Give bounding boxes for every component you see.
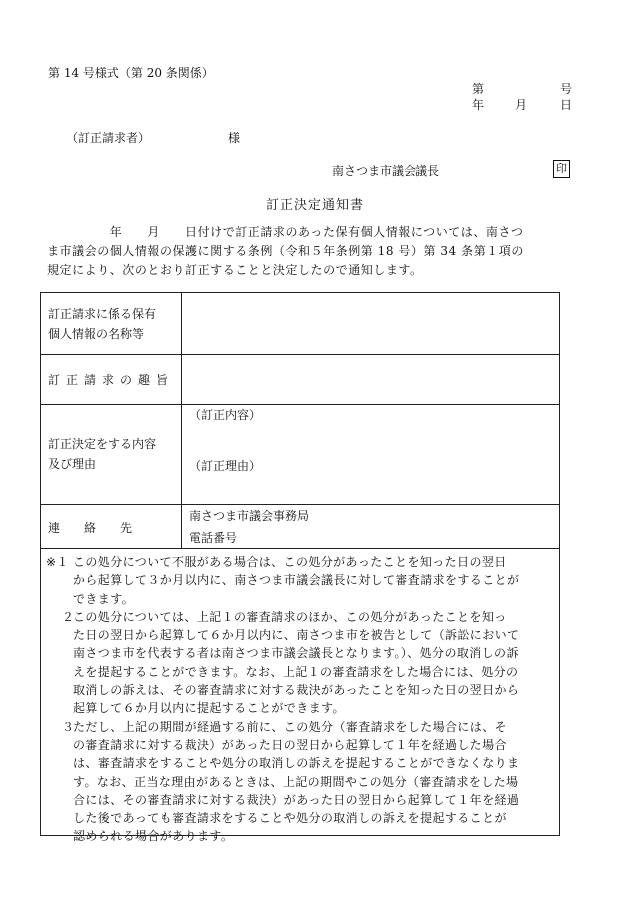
- purpose-field[interactable]: [189, 364, 549, 396]
- sender-organization: 南さつま市議会: [332, 164, 417, 178]
- note-item: [46, 718, 558, 846]
- note-number: ２: [62, 609, 75, 624]
- note-line: この処分については、上記１の審査請求のほか、この処分があったことを知っ: [73, 609, 507, 624]
- sender: [332, 162, 440, 179]
- note-number: ※１: [46, 555, 69, 569]
- decision-content-label: （訂正内容）: [189, 408, 262, 422]
- note-line: 取消しの訴えは、その審査請求に対する裁決があったことを知った日の翌日から: [73, 683, 520, 698]
- table-divider: [40, 504, 560, 505]
- note-line: から起算して３か月以内に、南さつま市議会議長に対して審査請求をすることが: [73, 573, 520, 588]
- note-line: ただし、上記の期間が経過する前に、この処分（審査請求をした場合には、そ: [73, 719, 508, 734]
- row-label-purpose: 訂正請求の趣旨: [48, 373, 175, 387]
- document-number-suffix: 号: [560, 82, 573, 96]
- target-info-field[interactable]: [189, 304, 549, 344]
- date-day: 日: [560, 98, 573, 112]
- notes-section: [46, 553, 558, 846]
- note-item: [46, 608, 558, 718]
- note-line: 南さつま市を代表する者は南さつま市議会議長となります。）、処分の取消しの訴: [73, 646, 519, 661]
- row-label-contact: 連 絡 先: [48, 521, 133, 535]
- note-line: た日の翌日から起算して６か月以内に、南さつま市を被告として（訴訟において: [73, 628, 520, 643]
- table-column-divider: [181, 292, 182, 548]
- note-line: した後であっても審査請求をすることや処分の取消しの訴えを提起することが: [73, 811, 507, 826]
- label-line: 訂正請求に係る保有: [48, 307, 157, 321]
- note-line: す。なお、正当な理由があるときは、上記の期間やこの処分（審査請求をした場: [73, 774, 519, 789]
- row-label-decision: [48, 434, 156, 474]
- date-month: 月: [515, 98, 528, 112]
- note-line: この処分について不服がある場合は、この処分があったことを知った日の翌日: [73, 555, 507, 569]
- note-number: ３: [62, 719, 75, 734]
- note-line: できます。: [73, 591, 135, 606]
- document-number-prefix: 第: [472, 82, 485, 96]
- addressee-label: （訂正請求者）: [66, 131, 151, 145]
- body-line: ま市議会の個人情報の保護に関する条例（令和５年条例第 18 号）第 34 条第１項の: [47, 244, 524, 258]
- contact-office: 南さつま市議会事務局: [189, 509, 310, 523]
- form-number: 第 14 号様式（第 20 条関係）: [48, 66, 214, 80]
- body-line: 規定により、次のとおり訂正することと決定したので通知します。: [47, 263, 423, 277]
- contact-phone: 電話番号: [189, 531, 238, 545]
- note-line: 起算して６か月以内に提起することができます。: [73, 701, 345, 716]
- body-line: 年 月 日付けで訂正請求のあった保有個人情報については、南さつ: [47, 225, 524, 239]
- note-line: えを提起することができます。なお、上記１の審査請求をした場合には、処分の: [73, 664, 519, 679]
- table-divider: [40, 548, 560, 549]
- decision-reason-label: （訂正理由）: [189, 459, 262, 473]
- label-line: 訂正決定をする内容: [48, 437, 157, 451]
- table-divider: [40, 354, 560, 355]
- label-line: 及び理由: [48, 457, 97, 471]
- note-line: の審査請求に対する裁決）があった日の翌日から起算して１年を経過した場合: [73, 737, 507, 752]
- note-item: [46, 553, 558, 608]
- addressee-honorific: 様: [228, 131, 241, 145]
- row-label-target-info: [48, 304, 156, 344]
- date-year: 年: [472, 98, 485, 112]
- table-divider: [40, 404, 560, 405]
- document-title: 訂正決定通知書: [265, 198, 364, 213]
- addressee: [66, 129, 241, 146]
- label-line: 個人情報の名称等: [48, 327, 145, 341]
- sender-title: 議長: [415, 164, 440, 178]
- note-line: は、審査請求をすることや処分の取消しの訴えを提起することができなくなりま: [73, 756, 520, 771]
- note-line: 合には、その審査請求に対する裁決）があった日の翌日から起算して１年を経過: [73, 792, 520, 807]
- body-paragraph: [47, 223, 565, 280]
- seal-stamp: 印: [553, 160, 570, 178]
- note-line: 認められる場合があります。: [73, 829, 234, 844]
